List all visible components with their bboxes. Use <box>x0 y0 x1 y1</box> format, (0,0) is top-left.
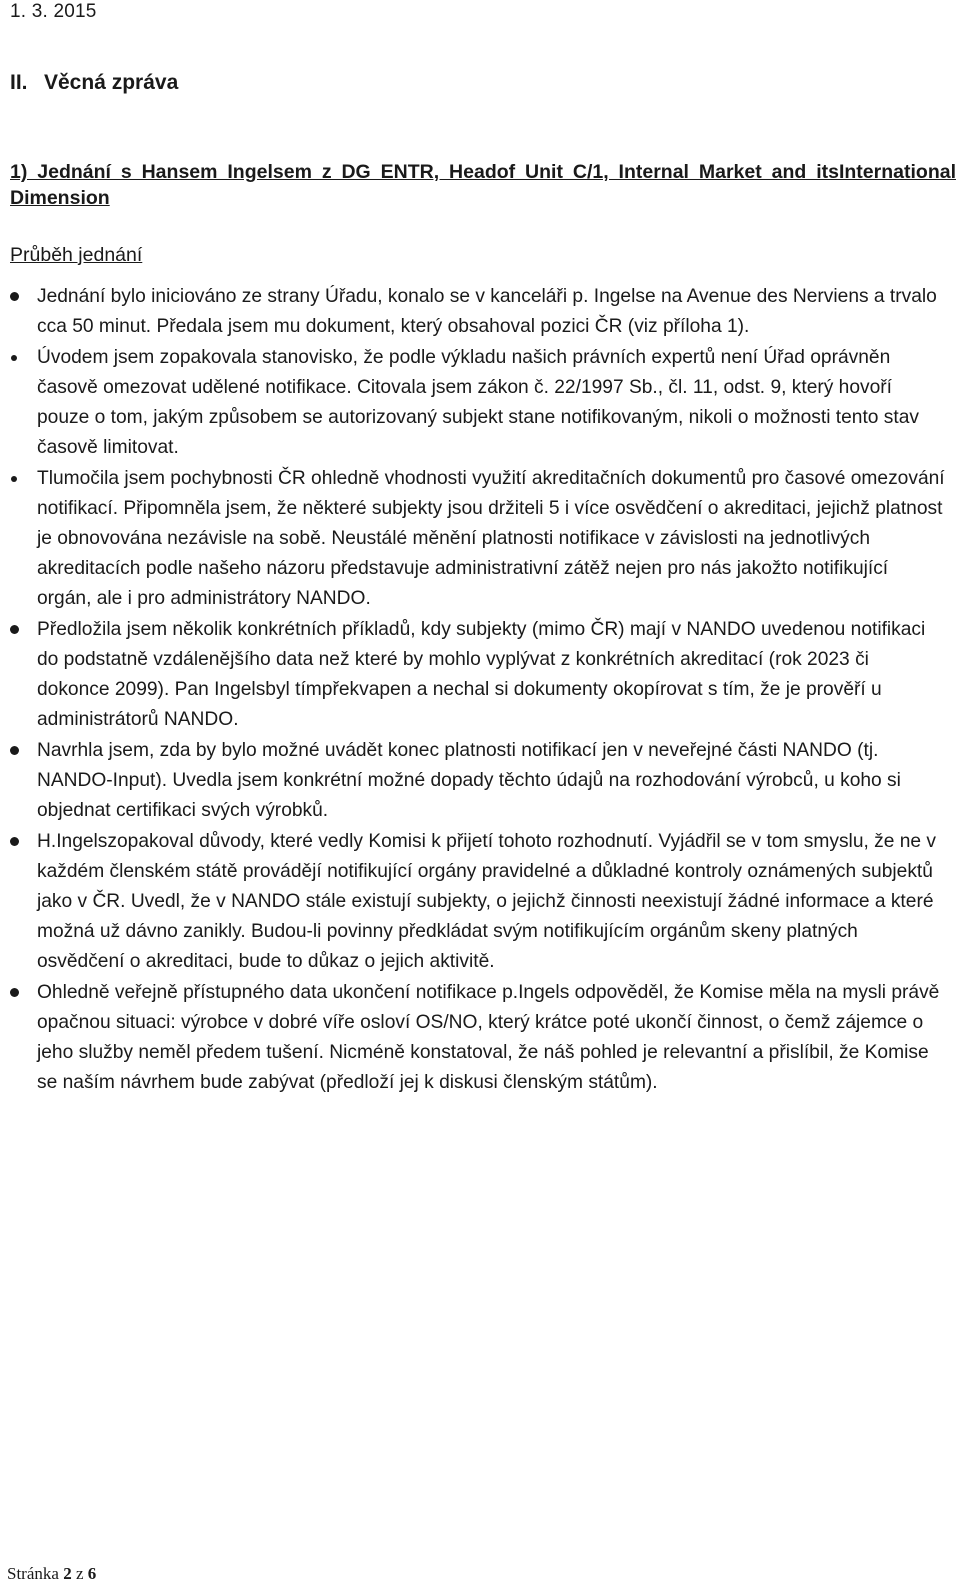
footer-prefix: Stránka <box>7 1564 59 1583</box>
section-title: Věcná zpráva <box>44 71 179 94</box>
list-item <box>0 736 960 826</box>
meeting-progress-subheading: Průběh jednání <box>10 244 143 266</box>
bullet-icon <box>10 988 19 997</box>
section-heading <box>10 70 178 96</box>
list-item-text: Ohledně veřejně přístupného data ukončení notifikace p.Ingels odpověděl, že Komise měla na mysli právě opačnou situaci: výrobce v dobré víře osloví OS/NO, který krátce poté ukončí činnost, o čemž zájemce o jeho služby neměl předem tušení. Nicméně konstatoval, že náš pohled je relevantní a přislíbil, že Komise se naším návrhem bude zabývat (předloží jej k diskusi členským státům). <box>37 982 940 1093</box>
bullet-icon <box>10 746 19 755</box>
footer-total-pages: 6 <box>87 1564 97 1583</box>
footer-page-number: 2 <box>63 1564 72 1583</box>
list-item <box>0 343 960 463</box>
list-item-text: Navrhla jsem, zda by bylo možné uvádět konec platnosti notifikací jen v neveřejné části NANDO (tj. NANDO-Input). Uvedla jsem konkrétní možné dopady těchto údajů na rozhodování výrobců, u koho si objednat certifikaci svých výrobků. <box>37 740 901 821</box>
footer-of: z <box>75 1564 84 1583</box>
bullet-icon <box>11 355 17 361</box>
item-heading: 1) Jednání s Hansem Ingelsem z DG ENTR, Headof Unit C/1, Internal Market and itsInternational Dimension <box>10 161 956 209</box>
list-item-text: Předložila jsem několik konkrétních příkladů, kdy subjekty (mimo ČR) mají v NANDO uvedenou notifikaci do podstatně vzdálenějšího data než které by mohlo vyplývat z konkrétních akreditací (rok 2023 či dokonce 2099). Pan Ingelsbyl tímpřekvapen a nechal si dokumenty okopírovat s tím, že je prověří u administrátorů NANDO. <box>37 619 926 730</box>
bullet-icon <box>11 476 17 482</box>
bullet-icon <box>10 625 19 634</box>
meeting-notes-list <box>0 282 960 1099</box>
list-item <box>0 615 960 735</box>
list-item <box>0 464 960 614</box>
list-item-text: Jednání bylo iniciováno ze strany Úřadu, konalo se v kanceláři p. Ingelse na Avenue des Nerviens a trvalo cca 50 minut. Předala jsem mu dokument, který obsahoval pozici ČR (viz příloha 1). <box>37 286 937 337</box>
list-item <box>0 282 960 342</box>
bullet-icon <box>10 292 19 301</box>
section-number: II. <box>10 71 28 94</box>
list-item <box>0 978 960 1098</box>
list-item-text: Úvodem jsem zopakovala stanovisko, že podle výkladu našich právních expertů není Úřad oprávněn časově omezovat udělené notifikace. Citovala jsem zákon č. 22/1997 Sb., čl. 11, odst. 9, který hovoří pouze o tom, jakým způsobem se autorizovaný subjekt stane notifikovaným, nikoli o možnosti tento stav časově limitovat. <box>37 347 919 458</box>
list-item-text: Tlumočila jsem pochybnosti ČR ohledně vhodnosti využití akreditačních dokumentů pro časové omezování notifikací. Připomněla jsem, že některé subjekty jsou držiteli 5 i více osvědčení o akreditaci, jejichž platnost je obnovována nezávisle na sobě. Neustálé měnění platnosti notifikace v závislosti na jednotlivých akreditacích podle našeho názoru představuje administrativní zátěž nejen pro nás jakožto notifikující orgán, ale i pro administrátory NANDO. <box>37 468 945 609</box>
bullet-icon <box>10 837 19 846</box>
list-item <box>0 827 960 977</box>
list-item-text: H.Ingelszopakoval důvody, které vedly Komisi k přijetí tohoto rozhodnutí. Vyjádřil se v tom smyslu, že ne v každém členském státě provádějí notifikující orgány pravidelné a důkladné kontroly oznámených subjektů jako v ČR. Uvedl, že v NANDO stále existují subjekty, o jejichž činnosti neexistují žádné informace a které možná už dávno zanikly. Budou-li povinny předkládat svým notifikujícím orgánům skeny platných osvědčení o akreditaci, bude to důkaz o jejich aktivitě. <box>37 831 937 972</box>
document-date: 1. 3. 2015 <box>10 1 97 22</box>
page-footer <box>7 1563 96 1585</box>
